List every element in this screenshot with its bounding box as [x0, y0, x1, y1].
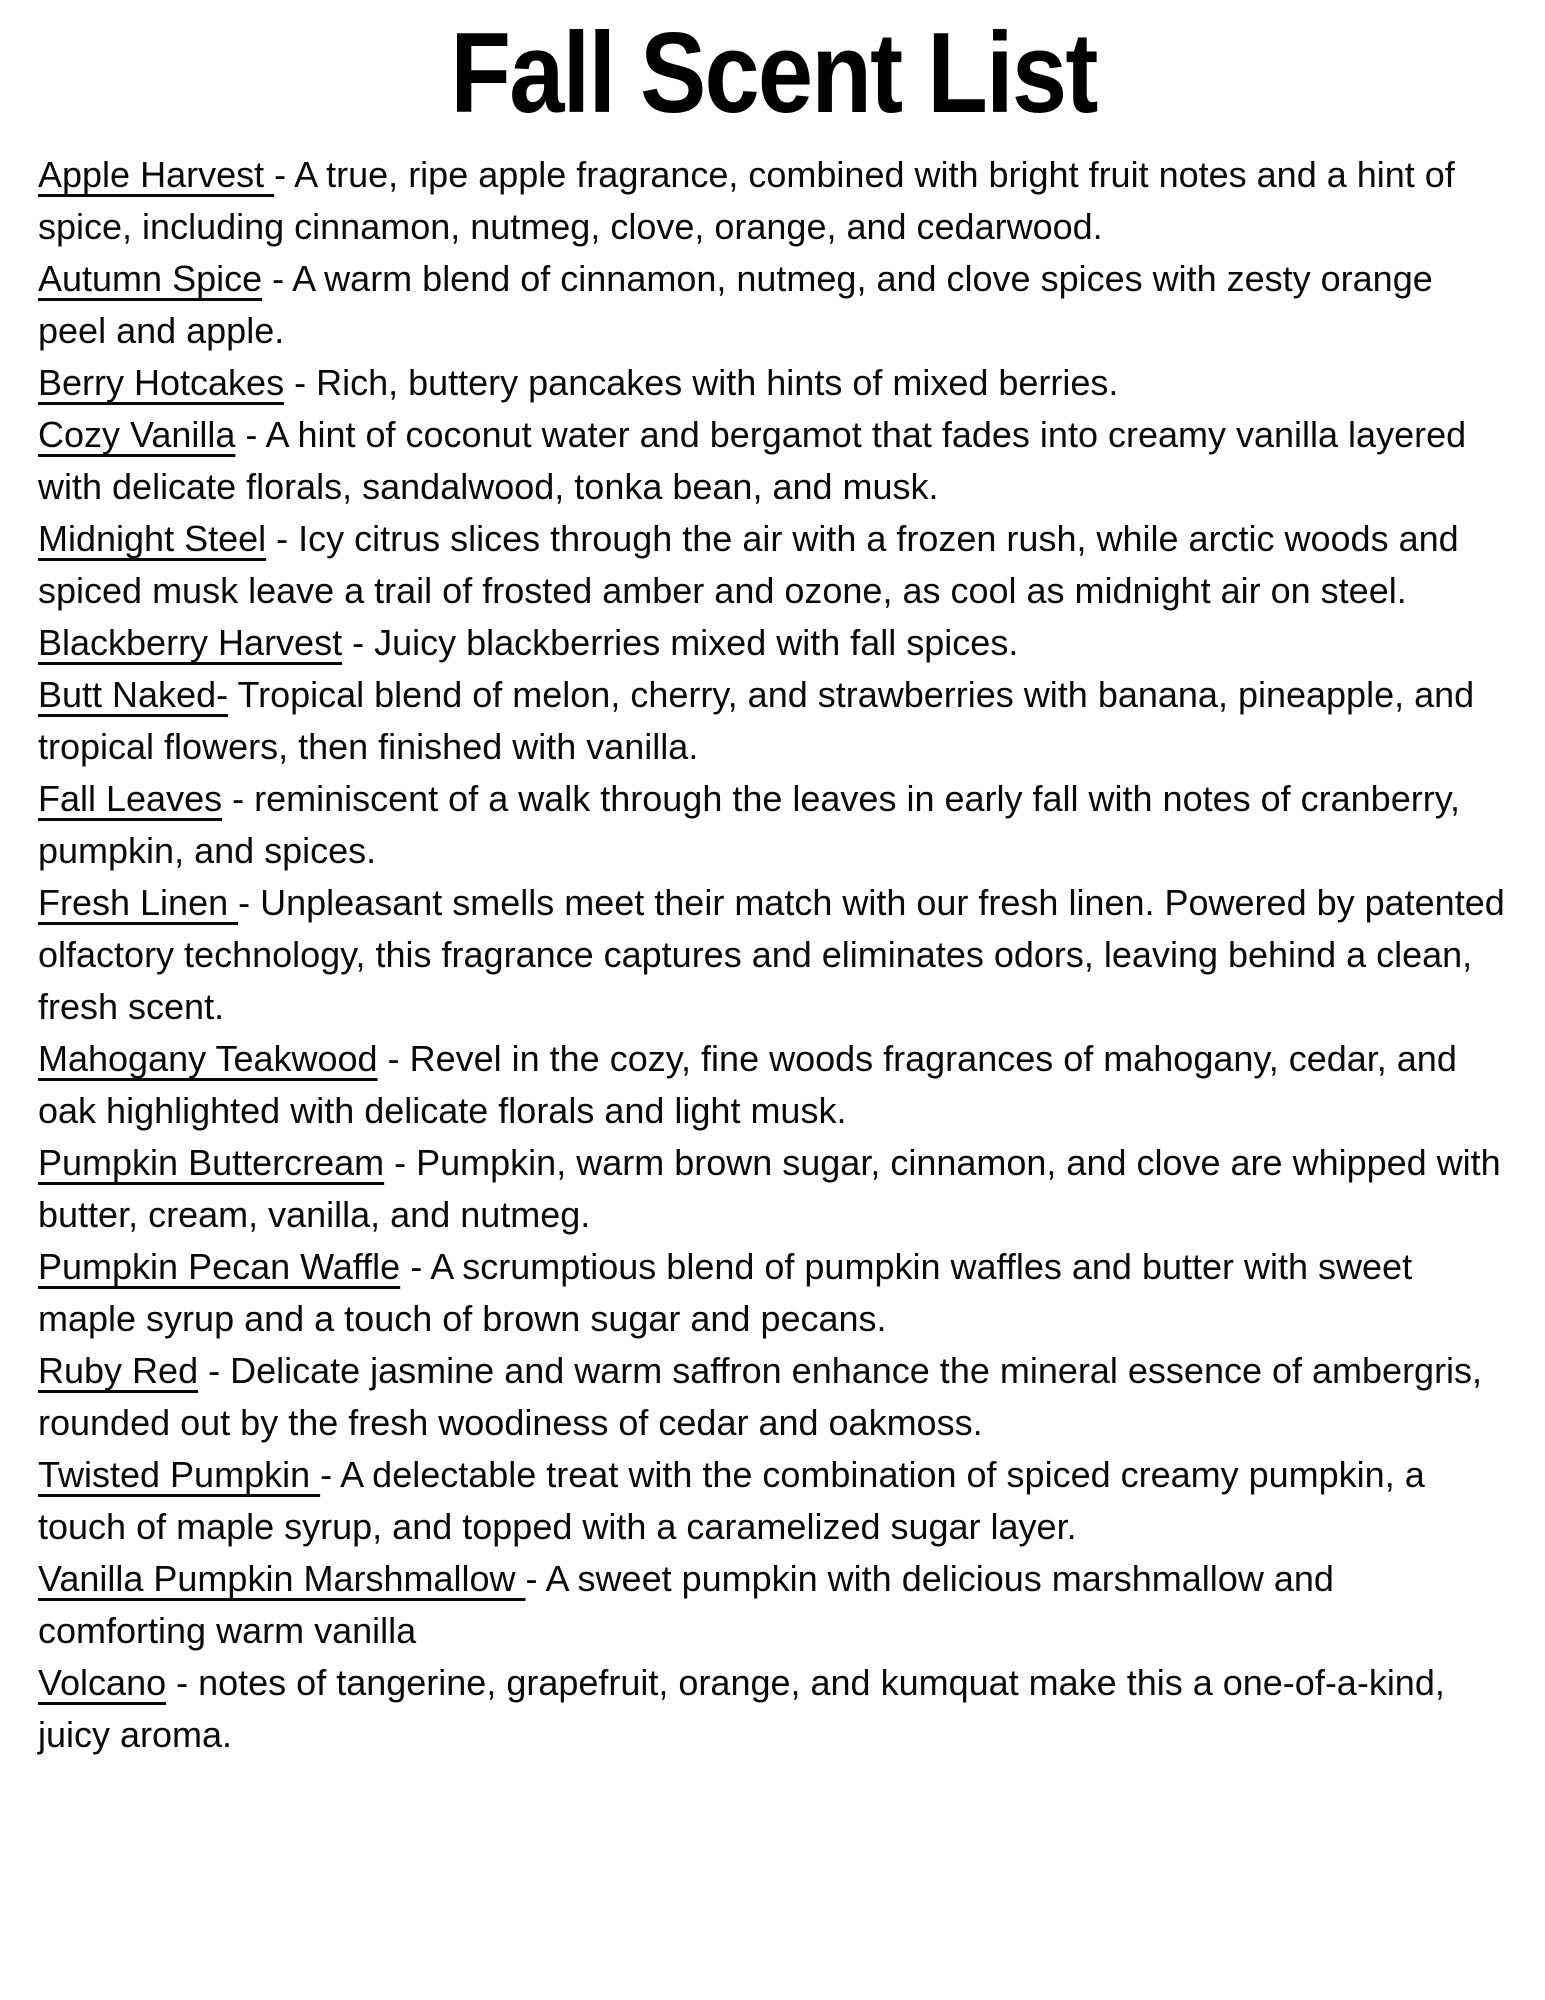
scent-description: reminiscent of a walk through the leaves in early fall with notes of cranberry, pumpkin, and spices. [38, 778, 1471, 872]
scent-name: Cozy Vanilla [38, 414, 236, 456]
scent-entry [38, 357, 1509, 409]
scent-name: Ruby Red [38, 1350, 199, 1392]
scent-separator: - [222, 778, 255, 820]
scent-separator: - [342, 622, 375, 664]
scent-entry [38, 253, 1509, 357]
scent-entry [38, 1657, 1509, 1761]
scent-entry [38, 1345, 1509, 1449]
scent-separator: - [274, 154, 295, 196]
scent-name: Volcano [38, 1662, 167, 1704]
scent-name: Mahogany Teakwood [38, 1038, 378, 1080]
scent-separator: - [400, 1246, 431, 1288]
scent-name: Twisted Pumpkin [38, 1454, 321, 1496]
scent-separator: - [238, 882, 261, 924]
scent-name: Butt Naked- [38, 674, 229, 716]
scent-description: A warm blend of cinnamon, nutmeg, and clove spices with zesty orange peel and apple. [38, 258, 1443, 352]
scent-name: Berry Hotcakes [38, 362, 285, 404]
scent-name: Apple Harvest [38, 154, 275, 196]
scent-description: A sweet pumpkin with delicious marshmallow and comforting warm vanilla [38, 1558, 1344, 1652]
scent-entry [38, 1241, 1509, 1345]
scent-entry [38, 877, 1515, 1033]
scent-name: Vanilla Pumpkin Marshmallow [38, 1558, 526, 1600]
scent-description: A scrumptious blend of pumpkin waffles and butter with sweet maple syrup and a touch of brown sugar and pecans. [38, 1246, 1423, 1340]
scent-description: notes of tangerine, grapefruit, orange, and kumquat make this a one-of-a-kind, juicy aroma. [38, 1662, 1455, 1756]
scent-description: A hint of coconut water and bergamot that fades into creamy vanilla layered with delicate florals, sandalwood, tonka bean, and musk. [38, 414, 1477, 508]
scent-name: Blackberry Harvest [38, 622, 343, 664]
scent-entry [38, 1137, 1509, 1241]
scent-separator: - [384, 1142, 417, 1184]
scent-separator: - [266, 518, 299, 560]
scent-entry [38, 773, 1509, 877]
scent-separator: - [377, 1038, 410, 1080]
scent-description: A delectable treat with the combination of spiced creamy pumpkin, a touch of maple syrup, and topped with a caramelized sugar layer. [38, 1454, 1435, 1548]
scent-separator: - [235, 414, 266, 456]
scent-description: Unpleasant smells meet their match with our fresh linen. Powered by patented olfactory technology, this fragrance captures and eliminates odors, leaving behind a clean, fresh scent. [38, 882, 1515, 1028]
page-title: Fall Scent List [450, 10, 1097, 137]
scent-entry [38, 617, 1509, 669]
scent-description: Pumpkin, warm brown sugar, cinnamon, and clove are whipped with butter, cream, vanilla, and nutmeg. [38, 1142, 1511, 1236]
scent-entry [38, 1553, 1509, 1657]
scent-name: Autumn Spice [38, 258, 263, 300]
scent-description: A true, ripe apple fragrance, combined with bright fruit notes and a hint of spice, including cinnamon, nutmeg, clove, orange, and cedarwood. [38, 154, 1465, 248]
scent-entry [38, 513, 1509, 617]
scent-description: Rich, buttery pancakes with hints of mixed berries. [316, 362, 1119, 404]
scent-description: Icy citrus slices through the air with a frozen rush, while arctic woods and spiced musk leave a trail of frosted amber and ozone, as cool as midnight air on steel. [38, 518, 1469, 612]
scent-name: Midnight Steel [38, 518, 267, 560]
scent-name: Fall Leaves [38, 778, 223, 820]
scent-separator: - [198, 1350, 231, 1392]
scent-name: Pumpkin Pecan Waffle [38, 1246, 401, 1288]
scent-entry [38, 669, 1509, 773]
scent-separator: - [166, 1662, 199, 1704]
scent-separator: - [320, 1454, 341, 1496]
scent-entry [38, 149, 1509, 253]
scent-entry [38, 1449, 1509, 1553]
scent-name: Pumpkin Buttercream [38, 1142, 385, 1184]
scent-separator: - [525, 1558, 546, 1600]
scent-entry [38, 1033, 1509, 1137]
scent-list [38, 149, 1515, 1761]
scent-description: Delicate jasmine and warm saffron enhance the mineral essence of ambergris, rounded out by the fresh woodiness of cedar and oakmoss. [38, 1350, 1493, 1444]
scent-description: Juicy blackberries mixed with fall spices. [374, 622, 1019, 664]
scent-name: Fresh Linen [38, 882, 239, 924]
scent-separator: - [262, 258, 293, 300]
scent-description: Revel in the cozy, fine woods fragrances of mahogany, cedar, and oak highlighted with delicate florals and light musk. [38, 1038, 1467, 1132]
scent-description: Tropical blend of melon, cherry, and strawberries with banana, pineapple, and tropical flowers, then finished with vanilla. [38, 674, 1485, 768]
scent-entry [38, 409, 1509, 513]
scent-separator: - [284, 362, 317, 404]
